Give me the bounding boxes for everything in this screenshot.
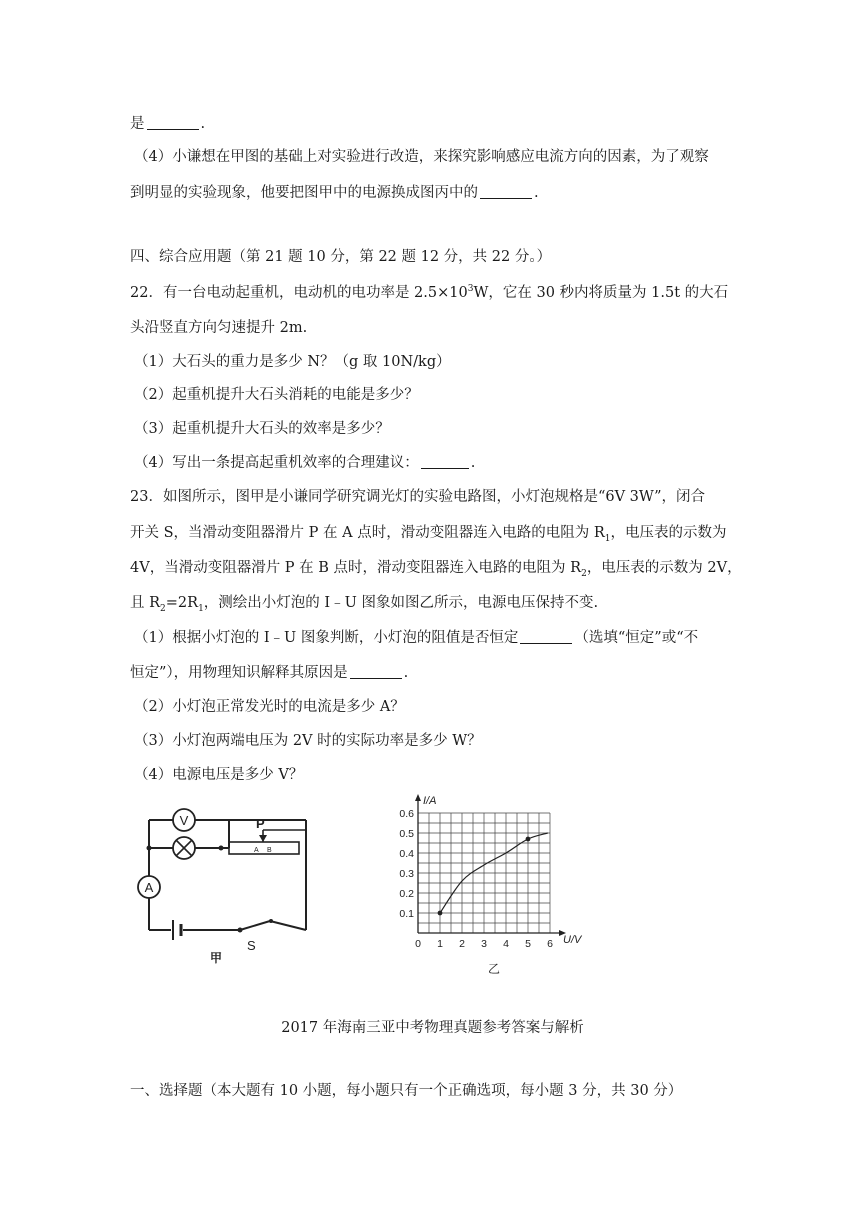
answer-blank bbox=[350, 664, 402, 679]
y-tick-label: 0.2 bbox=[399, 888, 414, 900]
sub-question: （4）电源电压是多少 V？ bbox=[134, 767, 304, 783]
sub-question: （2）小灯泡正常发光时的电流是多少 A？ bbox=[134, 699, 405, 715]
text-line: 4V，当滑动变阻器滑片 P 在 B 点时，滑动变阻器连入电路的电阻为 $R_2$，电压表的示数为 2V， bbox=[130, 560, 742, 579]
ammeter-icon bbox=[138, 876, 160, 898]
x-tick-label: 1 bbox=[437, 938, 443, 950]
chart-axes bbox=[415, 794, 566, 936]
iu-chart bbox=[385, 790, 610, 980]
y-axis-label: I/A bbox=[423, 795, 437, 807]
answer-blank bbox=[520, 629, 572, 644]
voltmeter-icon bbox=[173, 809, 195, 831]
x-tick-label: 0 bbox=[415, 938, 421, 950]
sub-question: （4）写出一条提高起重机效率的合理建议： . bbox=[134, 455, 476, 471]
svg-text:V: V bbox=[179, 813, 189, 828]
chart-ticks bbox=[399, 808, 553, 950]
circuit-diagram bbox=[125, 800, 325, 975]
y-axis-arrow bbox=[415, 794, 421, 801]
data-point bbox=[438, 911, 443, 916]
answer-blank bbox=[480, 184, 532, 199]
x-axis-label: U/V bbox=[563, 934, 582, 946]
chart-grid bbox=[418, 813, 550, 933]
sub-question: （1）大石头的重力是多少 N？（g 取 10N/kg） bbox=[134, 354, 451, 370]
slider-label: P bbox=[256, 816, 265, 831]
y-tick-label: 0.4 bbox=[399, 848, 414, 860]
section-heading: 四、综合应用题（第 21 题 10 分，第 22 题 12 分，共 22 分。） bbox=[130, 249, 552, 265]
text-line: 是 . bbox=[130, 116, 206, 132]
text-line: （4）小谦想在甲图的基础上对实验进行改造，来探究影响感应电流方向的因素，为了观察 bbox=[134, 149, 709, 165]
question-22: 22．有一台电动起重机，电动机的电功率是 $2.5\times 10^3W$，它在 30 秒内将质量为 1.5t 的大石 bbox=[130, 284, 729, 301]
y-tick-label: 0.1 bbox=[399, 908, 414, 920]
answer-blank bbox=[421, 454, 469, 469]
lamp-icon bbox=[173, 837, 195, 859]
x-tick-label: 2 bbox=[459, 938, 465, 950]
answer-title: 2017 年海南三亚中考物理真题参考答案与解析 bbox=[281, 1020, 584, 1036]
x-tick-label: 6 bbox=[547, 938, 553, 950]
text-line: 且 $R_2=2R_1$，测绘出小灯泡的 I﹣U 图象如图乙所示，电源电压保持不变. bbox=[130, 595, 599, 614]
figure-caption-yi: 乙 bbox=[488, 962, 501, 976]
answer-blank bbox=[147, 115, 199, 130]
data-point bbox=[526, 837, 531, 842]
text-line: 开关 S，当滑动变阻器滑片 P 在 A 点时，滑动变阻器连入电路的电阻为 $R_1$，电压表的示数为 bbox=[130, 525, 727, 544]
y-tick-label: 0.6 bbox=[399, 808, 414, 820]
y-tick-label: 0.5 bbox=[399, 828, 414, 840]
sub-question: （3）起重机提升大石头的效率是多少？ bbox=[134, 421, 390, 437]
sub-question: （2）起重机提升大石头消耗的电能是多少？ bbox=[134, 387, 419, 403]
text-line: 恒定”），用物理知识解释其原因是 . bbox=[130, 665, 409, 681]
switch-label: S bbox=[247, 938, 256, 953]
svg-text:A: A bbox=[144, 880, 154, 895]
point-b-label: B bbox=[267, 847, 272, 854]
question-23: 23．如图所示，图甲是小谦同学研究调光灯的实验电路图，小灯泡规格是“6V 3W”，闭合 bbox=[130, 489, 705, 505]
text-line: 头沿竖直方向匀速提升 2m. bbox=[130, 320, 308, 336]
section-heading: 一、选择题（本大题有 10 小题，每小题只有一个正确选项，每小题 3 分，共 30 分） bbox=[130, 1083, 683, 1099]
sub-question: （3）小灯泡两端电压为 2V 时的实际功率是多少 W？ bbox=[134, 733, 482, 749]
y-tick-label: 0.3 bbox=[399, 868, 414, 880]
x-tick-label: 3 bbox=[481, 938, 487, 950]
text-line: 到明显的实验现象，他要把图甲中的电源换成图丙中的 . bbox=[130, 185, 539, 201]
sub-question: （1）根据小灯泡的 I﹣U 图象判断，小灯泡的阻值是否恒定 （选填“恒定”或“不 bbox=[134, 630, 699, 646]
x-tick-label: 5 bbox=[525, 938, 531, 950]
x-tick-label: 4 bbox=[503, 938, 509, 950]
point-a-label: A bbox=[254, 847, 259, 854]
figure-caption-jia: 甲 bbox=[210, 951, 223, 965]
